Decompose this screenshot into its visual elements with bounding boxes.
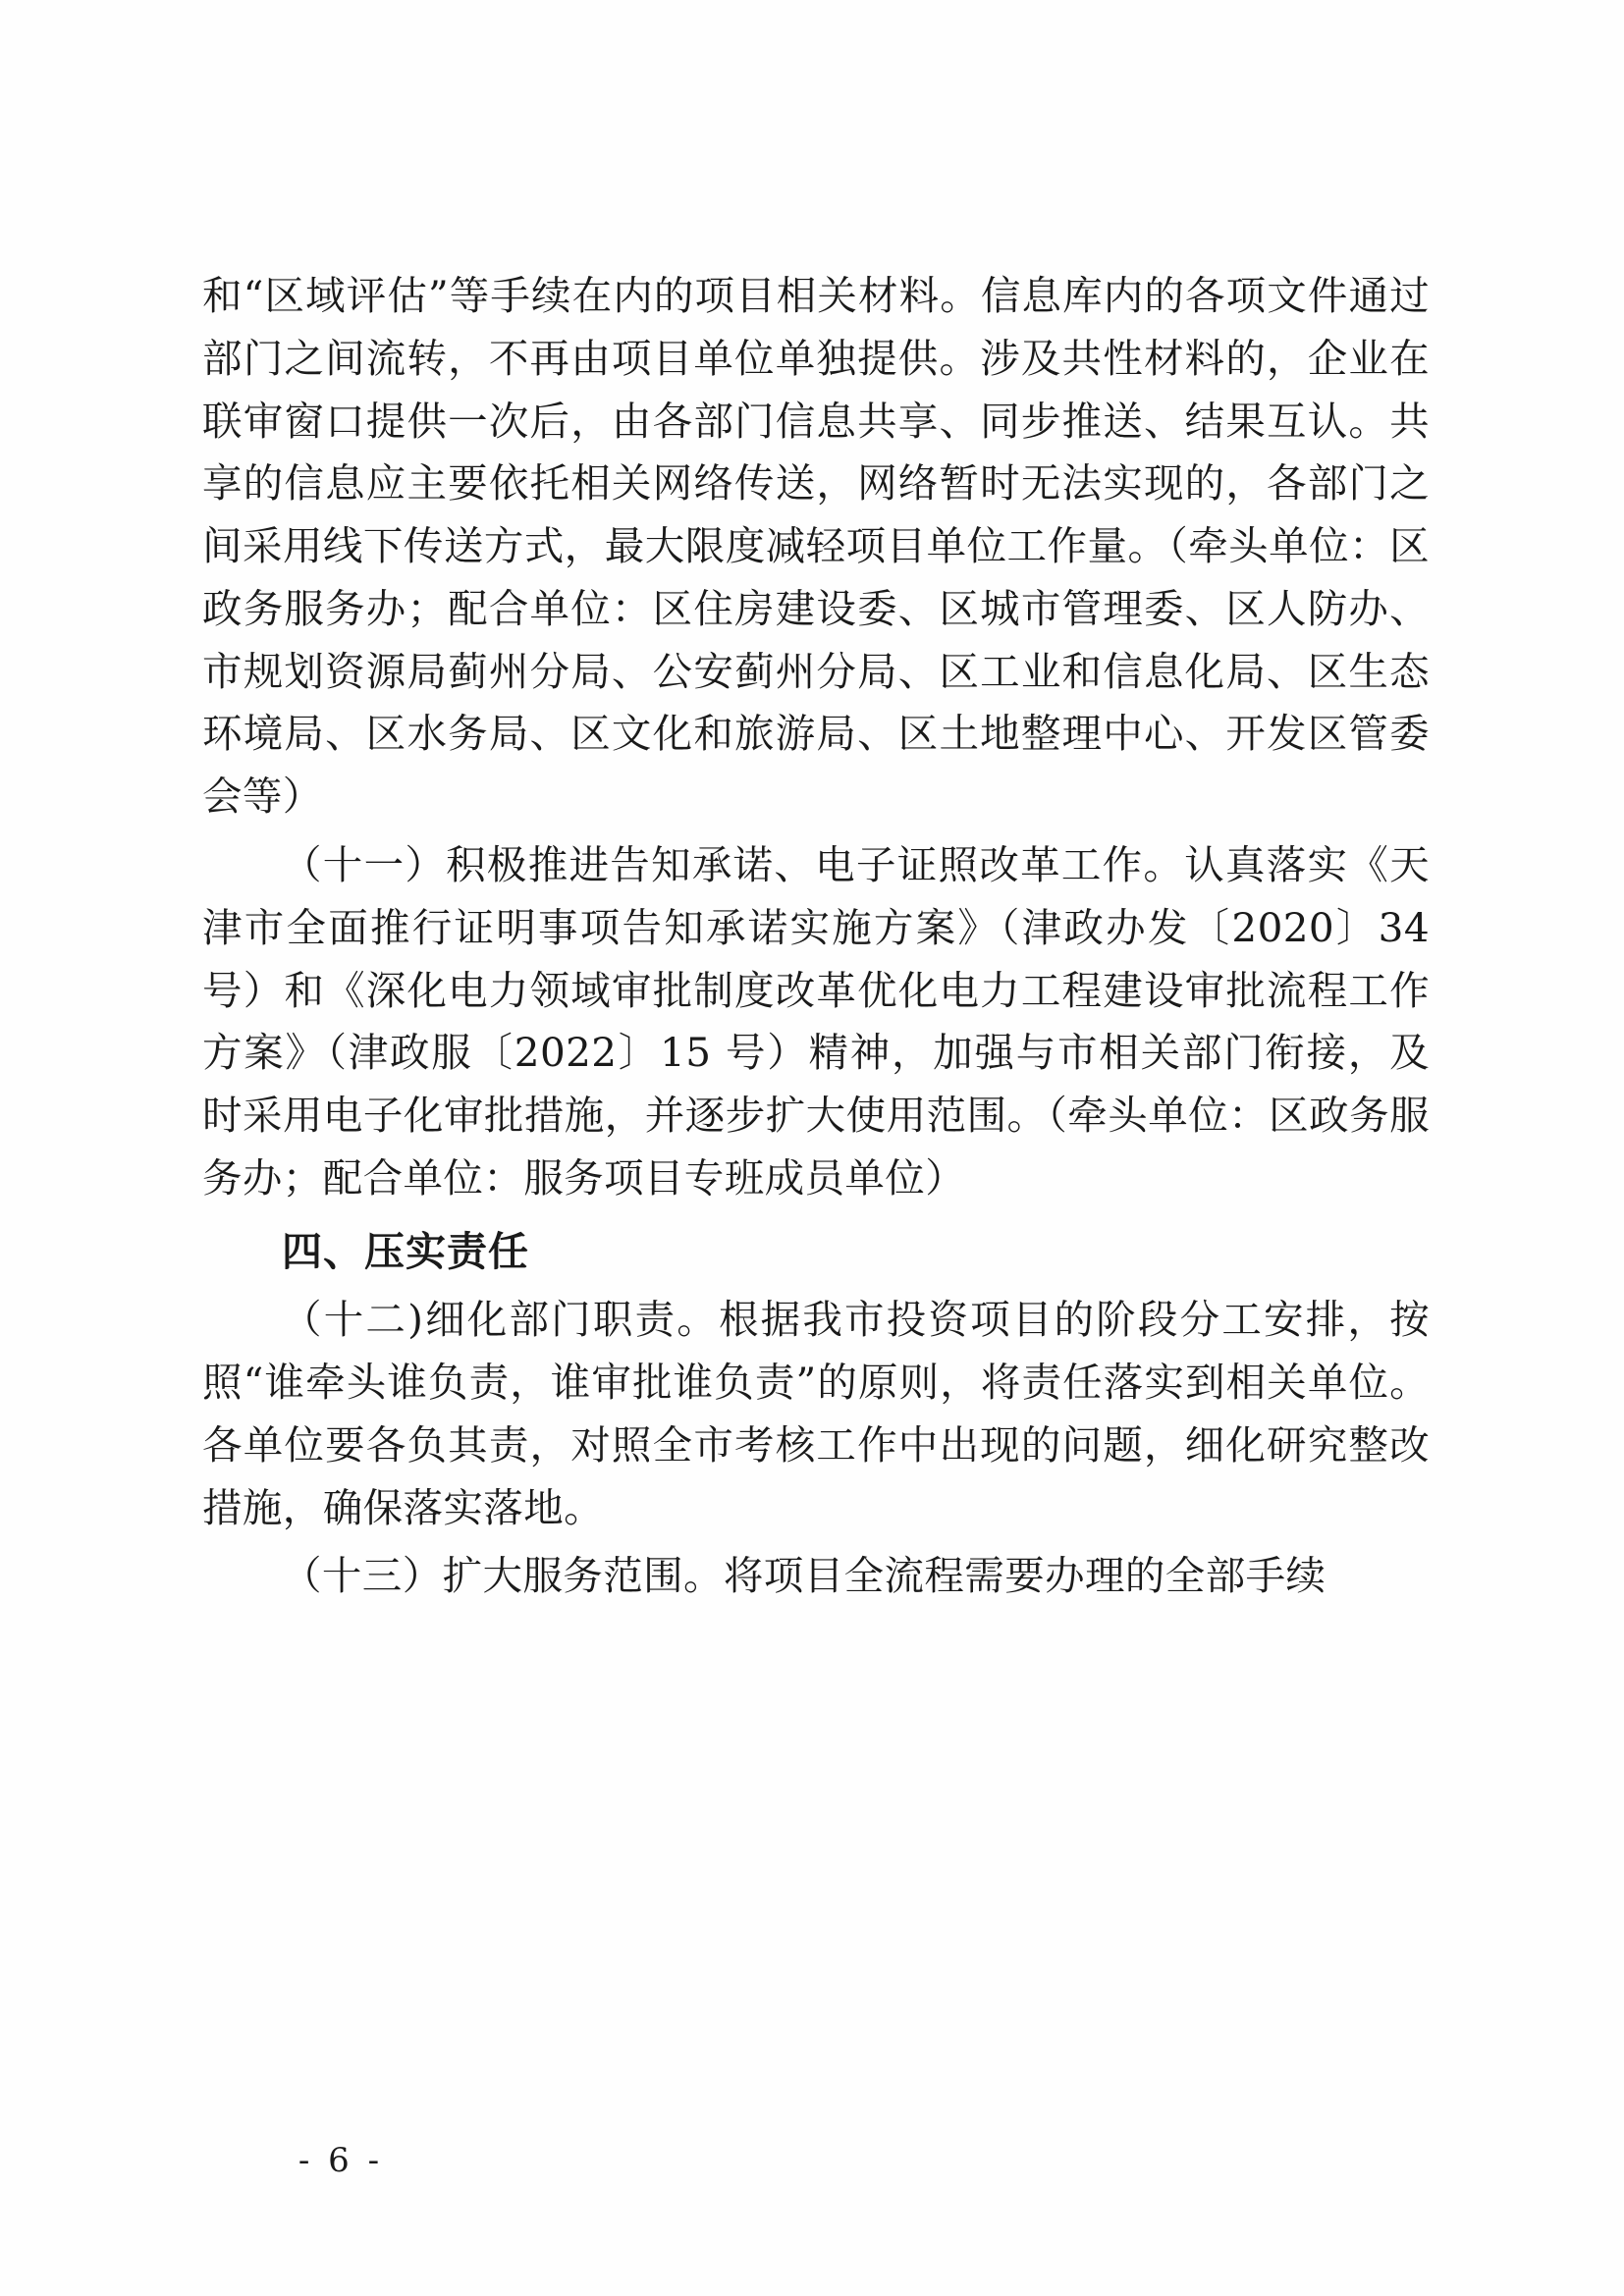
paragraph-continuation: 和“区域评估”等手续在内的项目相关材料。信息库内的各项文件通过部门之间流转，不再由项目单位单独提供。涉及共性材料的，企业在联审窗口提供一次后，由各部门信息共享、同步推送、结果互认。共享的信息应主要依托相关网络传送，网络暂时无法实现的，各部门之间采用线下传送方式，最大限度减轻项目单位工作量。（牵头单位：区政务服务办；配合单位：区住房建设委、区城市管理委、区人防办、市规划资源局蓟州分局、公安蓟州分局、区工业和信息化局、区生态环境局、区水务局、区文化和旅游局、区土地整理中心、开发区管委会等）: [202, 272, 1430, 821]
paragraph-item-eleven: （十一）积极推进告知承诺、电子证照改革工作。认真落实《天津市全面推行证明事项告知承诺实施方案》（津政办发〔2020〕34 号）和《深化电力领域审批制度改革优化电力工程建设审批流程工作方案》（津政服〔2022〕15 号）精神，加强与市相关部门衔接，及时采用电子化审批措施，并逐步扩大使用范围。（牵头单位：区政务服务办；配合单位：服务项目专班成员单位）: [202, 841, 1430, 1201]
paragraph-item-thirteen: （十三）扩大服务范围。将项目全流程需要办理的全部手续: [282, 1552, 1326, 1600]
page-number: - 6 -: [298, 2141, 384, 2180]
heading-spacer: [202, 1210, 1430, 1220]
page-footer: [0, 2141, 1624, 2180]
section-heading-four: 四、压实责任: [282, 1227, 529, 1275]
paragraph-item-twelve: （十二)细化部门职责。根据我市投资项目的阶段分工安排，按照“谁牵头谁负责，谁审批谁负责”的原则，将责任落实到相关单位。各单位要各负其责，对照全市考核工作中出现的问题，细化研究整改措施，确保落实落地。: [202, 1296, 1430, 1531]
page-body: [202, 265, 1430, 1608]
